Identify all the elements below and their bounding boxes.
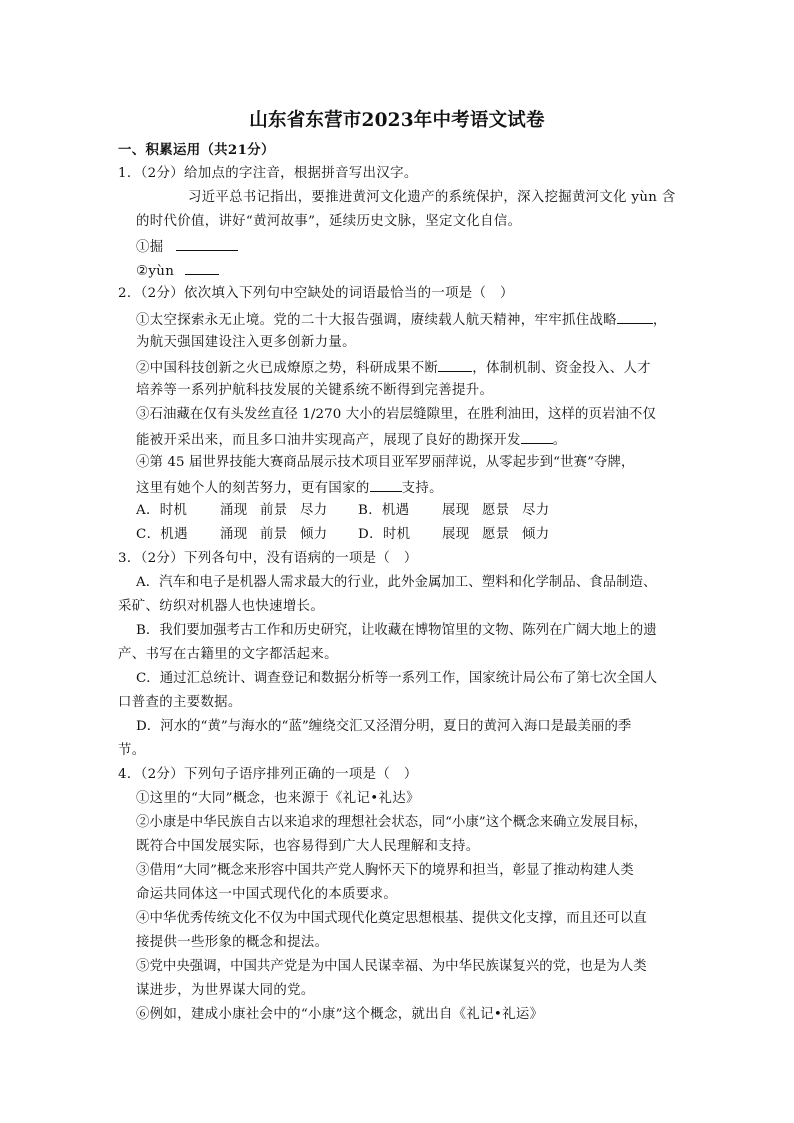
answer-blank[interactable] [370,477,402,492]
sentence-text: ②中国科技创新之火已成燎原之势，科研成果不断 [136,361,439,376]
option-b[interactable]: B．机遇 [358,503,410,518]
question-4-sentence-5-line-2: 谋进步，为世界谋大同的党。 [136,983,315,998]
option-b-word: 展现 [442,503,470,518]
answer-blank[interactable] [521,429,553,444]
question-2-sentence-4-line-2 [136,477,443,497]
question-2-stem: 2．（2分）依次填入下列句中空缺处的词语最恰当的一项是（ ） [118,286,514,301]
item-label: ②yùn [136,264,175,279]
question-4-sentence-3-line-2: 命运共同体这一中国式现代化的本质要求。 [136,887,398,902]
question-4-stem: 4．（2分）下列句子语序排列正确的一项是（ ） [118,767,418,782]
option-c-word: 倾力 [300,527,328,542]
option-b-word: 尽力 [522,503,550,518]
option-c[interactable]: C．机遇 [136,527,188,542]
question-4-sentence-5-line-1: ⑤党中央强调，中国共产党是为中国人民谋幸福、为中华民族谋复兴的党，也是为人类 [136,959,647,974]
question-4-sentence-3-line-1: ③借用“大同”概念来形容中国共产党人胸怀天下的境界和担当，彰显了推动构建人类 [136,863,634,878]
question-4-sentence-4-line-2: 接提供一些形象的概念和提法。 [136,935,329,950]
question-2-options-row-1 [136,501,562,521]
option-d-word: 愿景 [482,527,510,542]
question-4-sentence-1: ①这里的“大同”概念，也来源于《礼记•礼达》 [136,791,420,806]
question-1-item-1 [136,236,238,256]
option-a-word: 尽力 [300,503,328,518]
option-d[interactable]: D．时机 [358,527,411,542]
section-heading: 一、积累运用（共21分） [118,142,275,158]
answer-blank[interactable] [185,260,219,275]
question-2-sentence-1-line-1 [136,309,667,329]
sentence-text: 。 [552,433,567,448]
question-3-option-c-line-2: 口普查的主要数据。 [118,695,242,710]
question-3-option-a-line-1: A．汽车和电子是机器人需求最大的行业，此外金属加工、塑料和化学制品、食品制造、 [136,575,657,590]
question-1-stem: 1．（2分）给加点的字注音，根据拼音写出汉字。 [118,166,418,181]
option-a-word: 前景 [260,503,288,518]
question-2-sentence-1-line-2: 为航天强国建设注入更多创新力量。 [136,335,356,350]
question-2-sentence-4-line-1: ④第 45 届世界技能大赛商品展示技术项目亚军罗丽萍说，从零起步到“世赛”夺牌， [136,455,635,470]
question-4-sentence-6: ⑥例如，建成小康社会中的“小康”这个概念，就出自《礼记•礼运》 [136,1007,544,1022]
option-b-word: 愿景 [482,503,510,518]
sentence-text: 这里有她个人的刻苦努力，更有国家的 [136,481,370,496]
question-2-sentence-3-line-1: ③石油藏在仅有头发丝直径 1/270 大小的岩层缝隙里，在胜利油田，这样的页岩油不仅 [136,407,656,422]
option-a[interactable]: A．时机 [136,503,188,518]
question-3-stem: 3．（2分）下列各句中，没有语病的一项是（ ） [118,551,418,566]
item-label: ①掘 [136,240,164,255]
question-4-sentence-2-line-1: ②小康是中华民族自古以来追求的理想社会状态，同“小康”这个概念来确立发展目标， [136,815,648,830]
answer-blank[interactable] [176,236,238,251]
question-2-options-row-2 [136,525,562,545]
question-3-option-a-line-2: 采矿、纺织对机器人也快速增长。 [118,599,325,614]
sentence-text: ，体制机制、资金投入、人才 [472,361,651,376]
sentence-text: ①太空探索永无止境。党的二十大报告强调，赓续载人航天精神，牢牢抓住战略 [136,313,617,328]
question-4-sentence-4-line-1: ④中华优秀传统文化不仅为中国式现代化奠定思想根基、提供文化支撑，而且还可以直 [136,911,647,926]
question-3-option-c-line-1: C．通过汇总统计、调查登记和数据分析等一系列工作，国家统计局公布了第七次全国人 [136,671,658,686]
question-3-option-d-line-2: 节。 [118,743,146,758]
question-3-option-b-line-2: 产、书写在古籍里的文字都活起来。 [118,647,338,662]
option-a-word: 涌现 [220,503,248,518]
question-3-option-d-line-1: D．河水的“黄”与海水的“蓝”缠绕交汇又泾渭分明，夏日的黄河入海口是最美丽的季 [136,719,632,734]
question-2-sentence-2-line-1 [136,357,651,377]
question-4-sentence-2-line-2: 既符合中国发展实际，也容易得到广大人民理解和支持。 [136,839,480,854]
question-2-sentence-3-line-2 [136,429,567,449]
question-1-passage-line-2: 的时代价值，讲好“黄河故事”，延续历史文脉，坚定文化自信。 [136,214,522,229]
option-d-word: 倾力 [522,527,550,542]
question-2-sentence-2-line-2: 培养等一系列护航科技发展的关键系统不断得到完善提升。 [136,383,494,398]
page-title: 山东省东营市2023年中考语文试卷 [249,110,545,131]
sentence-text: ， [652,313,667,328]
option-c-word: 前景 [260,527,288,542]
question-1-passage-line-1: 习近平总书记指出，要推进黄河文化遗产的系统保护，深入挖掘黄河文化 yùn 含 [188,190,676,205]
question-1-item-2 [136,260,219,280]
answer-blank[interactable] [617,309,653,324]
sentence-text: 能被开采出来，而且多口油井实现高产，展现了良好的勘探开发 [136,433,521,448]
option-c-word: 涌现 [220,527,248,542]
question-3-option-b-line-1: B．我们要加强考古工作和历史研究，让收藏在博物馆里的文物、陈列在广阔大地上的遗 [136,623,657,638]
sentence-text: 支持。 [401,481,443,496]
option-d-word: 展现 [442,527,470,542]
answer-blank[interactable] [438,357,472,372]
